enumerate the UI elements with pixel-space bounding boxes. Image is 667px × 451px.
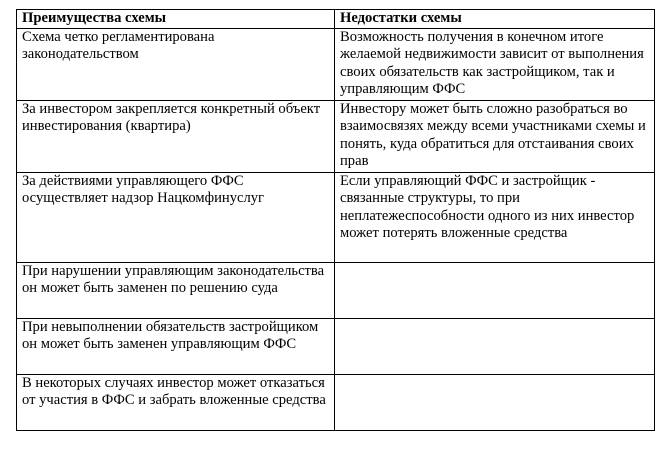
- table-row: [17, 172, 655, 262]
- disadvantage-cell: [335, 262, 655, 318]
- table-header-row: [17, 10, 655, 29]
- table-row: [17, 28, 655, 100]
- advantage-cell: За действиями управляющего ФФС осуществляет надзор Нацкомфинуслуг: [17, 172, 335, 262]
- advantage-cell: Схема четко регламентирована законодательством: [17, 28, 335, 100]
- disadvantage-cell: Инвестору может быть сложно разобраться во взаимосвязях между всеми участниками схемы и понять, куда обратиться для отстаивания своих прав: [335, 100, 655, 172]
- disadvantage-cell: [335, 374, 655, 430]
- table-row: [17, 318, 655, 374]
- table-row: [17, 374, 655, 430]
- table-row: [17, 100, 655, 172]
- table-row: [17, 262, 655, 318]
- advantage-cell: При невыполнении обязательств застройщиком он может быть заменен управляющим ФФС: [17, 318, 335, 374]
- pros-cons-table: [16, 9, 655, 431]
- disadvantage-cell: Возможность получения в конечном итоге желаемой недвижимости зависит от выполнения своих обязательств как застройщиком, так и управляющим ФФС: [335, 28, 655, 100]
- advantage-cell: В некоторых случаях инвестор может отказаться от участия в ФФС и забрать вложенные средства: [17, 374, 335, 430]
- advantage-cell: При нарушении управляющим законодательства он может быть заменен по решению суда: [17, 262, 335, 318]
- header-advantages: Преимущества схемы: [17, 10, 335, 29]
- disadvantage-cell: Если управляющий ФФС и застройщик - связанные структуры, то при неплатежеспособности одного из них инвестор может потерять вложенные средства: [335, 172, 655, 262]
- advantage-cell: За инвестором закрепляется конкретный объект инвестирования (квартира): [17, 100, 335, 172]
- disadvantage-cell: [335, 318, 655, 374]
- header-disadvantages: Недостатки схемы: [335, 10, 655, 29]
